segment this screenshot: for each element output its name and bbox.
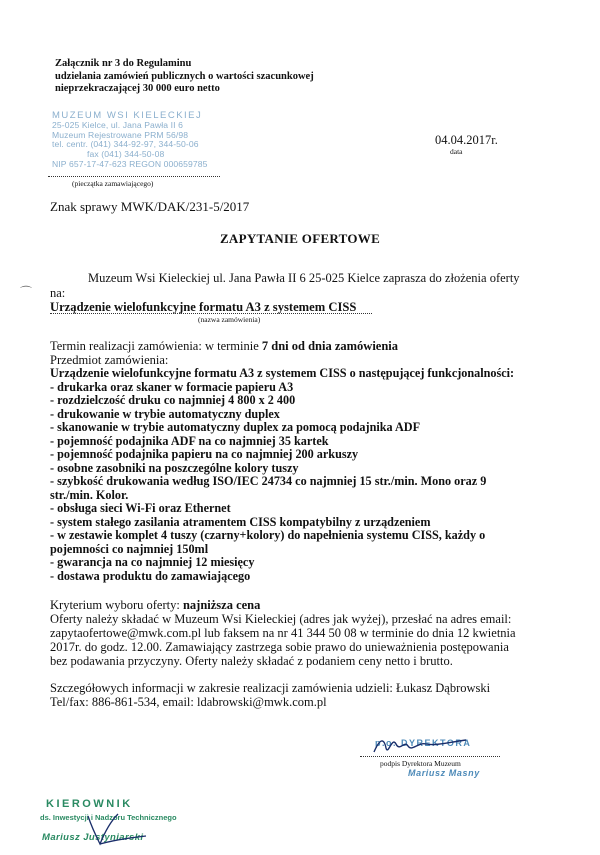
- director-stamp-name: Mariusz Masny: [408, 768, 480, 778]
- list-item: pojemności co najmniej 150ml: [50, 541, 209, 556]
- subject-label: Przedmiot zamówienia:: [50, 353, 169, 367]
- criteria-text-line: Oferty należy składać w Muzeum Wsi Kieleckiej (adres jak wyżej), przesłać na adres email:: [50, 612, 512, 626]
- stamp-line: Muzeum Rejestrowane PRM 56/98: [52, 129, 189, 140]
- intro-na: na:: [50, 286, 66, 300]
- document-title: ZAPYTANIE OFERTOWE: [219, 231, 381, 246]
- director-stamp-title: p.o. DYREKTORA: [375, 738, 472, 748]
- term-prefix: Termin realizacji zamówienia: w terminie: [50, 339, 262, 353]
- header-line-2: udzielania zamówień publicznych o wartości szacunkowej: [55, 70, 314, 82]
- stamp-caption: (pieczątka zamawiającego): [72, 179, 154, 188]
- feature-list: [50, 367, 580, 583]
- contact-block: [50, 681, 590, 709]
- criteria-label: Kryterium wyboru oferty:: [50, 598, 183, 612]
- criteria-text-line: 2017r. do godz. 12.00. Zamawiający zastrzega sobie prawo do unieważnienia postępowania: [50, 640, 509, 654]
- contact-line-2: Tel/fax: 886-861-534, email: ldabrowski@mwk.com.pl: [50, 695, 327, 709]
- list-item: - rozdzielczość druku co najmniej 4 800 x 2 400: [50, 393, 296, 407]
- list-item: - skanowanie w trybie automatyczny duplex za pomocą podajnika ADF: [50, 420, 421, 434]
- list-item: - drukarka oraz skaner w formacie papieru A3: [50, 379, 294, 394]
- stamp-dotted-line: [48, 176, 220, 177]
- header-line-1: Załącznik nr 3 do Regulaminu: [55, 58, 192, 69]
- signature-caption: podpis Dyrektora Muzeum: [380, 759, 461, 768]
- date-value: 04.04.2017r.: [435, 133, 498, 147]
- date-caption: data: [450, 147, 463, 156]
- stamp-line: 25-025 Kielce, ul. Jana Pawła II 6: [52, 119, 183, 130]
- criteria-text-line: bez podawania przyczyny. Oferty należy składać z podaniem ceny netto i brutto.: [50, 654, 453, 668]
- manager-stamp-name: Mariusz Justyniarski: [42, 832, 144, 843]
- list-item: - pojemność podajnika papieru na co najmniej 200 arkuszy: [50, 447, 359, 461]
- term-line: [50, 339, 398, 353]
- criteria-text-line: zapytaofertowe@mwk.com.pl lub faksem na nr 41 344 50 08 w terminie do dnia 12 kwietnia: [50, 626, 516, 640]
- list-item: str./min. Kolor.: [50, 487, 129, 502]
- stamp-line: fax (041) 344-50-08: [87, 149, 165, 160]
- signature-dotted-line: [360, 756, 500, 757]
- manager-stamp-subtitle: ds. Inwestycji i Nadzoru Technicznego: [40, 813, 177, 822]
- order-subject: Urządzenie wielofunkcyjne formatu A3 z systemem CISS: [50, 300, 357, 314]
- list-item: - pojemność podajnika ADF na co najmniej 35 kartek: [50, 433, 329, 448]
- manager-signature-icon: [84, 810, 154, 850]
- subject-dotted-line: [50, 313, 372, 314]
- header-block: [55, 58, 314, 96]
- term-value: 7 dni od dnia zamówienia: [261, 339, 399, 353]
- list-item: - system stałego zasilania atramentem CISS kompatybilny z urządzeniem: [50, 514, 431, 529]
- case-reference: Znak sprawy MWK/DAK/231-5/2017: [50, 199, 250, 214]
- list-item: - obsługa sieci Wi-Fi oraz Ethernet: [50, 501, 231, 515]
- stamp-line: tel. centr. (041) 344-92-97, 344-50-06: [52, 139, 199, 150]
- list-item: - w zestawie komplet 4 tuszy (czarny+kolory) do napełnienia systemu CISS, każdy o: [50, 528, 486, 542]
- criteria-value: najniższa cena: [182, 598, 261, 612]
- institution-stamp: [52, 111, 222, 170]
- list-item: - dostawa produktu do zamawiającego: [50, 568, 251, 583]
- director-signature-icon: [370, 730, 480, 758]
- header-line-3: nieprzekraczającej 30 000 euro netto: [55, 83, 220, 94]
- criteria-block: [50, 598, 585, 668]
- list-item: Urządzenie wielofunkcyjne formatu A3 z systemem CISS o następującej funkcjonalności:: [50, 366, 515, 380]
- list-item: - szybkość drukowania według ISO/IEC 24734 co najmniej 15 str./min. Mono oraz 9: [50, 474, 487, 488]
- stamp-line: NIP 657-17-47-623 REGON 000659785: [52, 158, 208, 169]
- contact-line-1: Szczegółowych informacji w zakresie realizacji zamówienia udzieli: Łukasz Dąbrowski: [50, 681, 491, 695]
- intro-line: Muzeum Wsi Kieleckiej ul. Jana Pawła II 6 25-025 Kielce zaprasza do złożenia oferty: [88, 271, 520, 285]
- criteria-line: [50, 598, 585, 612]
- subject-caption: (nazwa zamówienia): [198, 315, 261, 324]
- list-item: - gwarancja na co najmniej 12 miesięcy: [50, 555, 255, 569]
- list-item: - osobne zasobniki na poszczególne kolory tuszy: [50, 460, 299, 475]
- scan-mark: ⌒: [20, 285, 33, 299]
- manager-stamp-title: KIEROWNIK: [46, 798, 133, 810]
- stamp-line: MUZEUM WSI KIELECKIEJ: [52, 110, 203, 121]
- list-item: - drukowanie w trybie automatyczny duplex: [50, 406, 280, 421]
